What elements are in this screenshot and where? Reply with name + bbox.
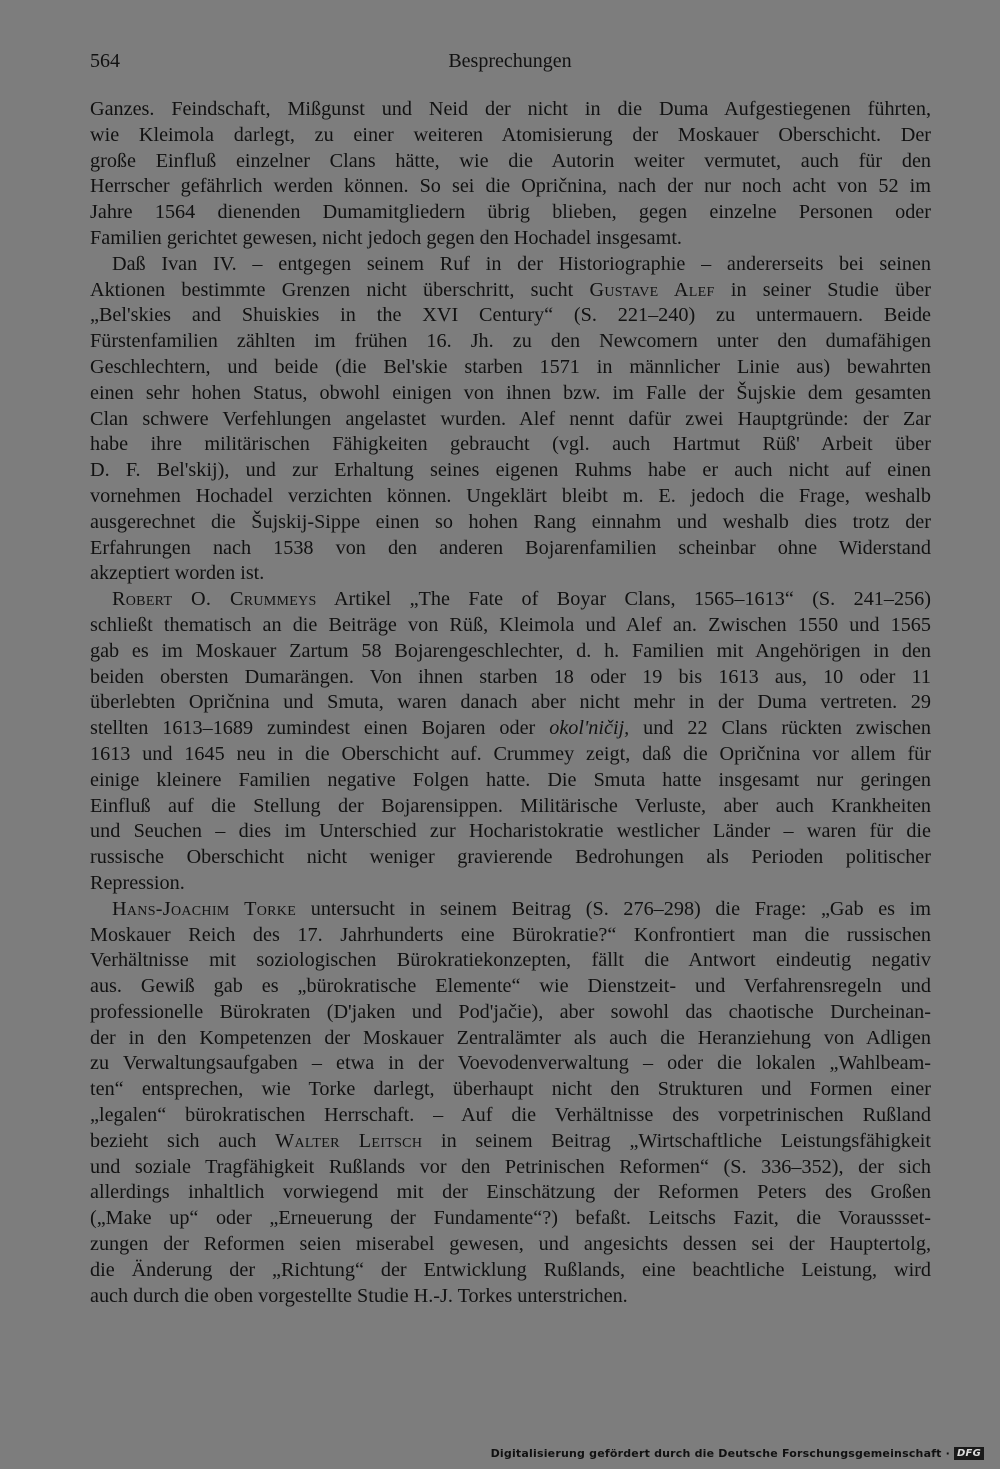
text-line: bezieht sich auch Walter Leitsch in seinem Beitrag „Wirtschaftliche Leistungsfähigkeit: [90, 1129, 931, 1152]
text-line: „legalen“ bürokratischen Herrschaft. – Auf die Verhältnisse des vorpetrinischen Rußland: [90, 1104, 931, 1127]
text-line: einen sehr hohen Status, obwohl einigen von ihnen bzw. im Falle der Šujskie dem gesamten: [90, 381, 931, 404]
text-line: Moskauer Reich des 17. Jahrhunderts eine Bürokratie?“ Konfrontiert man die russischen: [90, 923, 931, 946]
footer-text: Digitalisierung gefördert durch die Deutsche Forschungsgemeinschaft ·: [490, 1446, 951, 1460]
text-line: auch durch die oben vorgestellte Studie H.-J. Torkes unterstrichen.: [90, 1284, 628, 1307]
author-name: Walter Leitsch: [275, 1129, 423, 1152]
body-text: [90, 97, 931, 1309]
text-line: Repression.: [90, 871, 185, 894]
text-line: einige kleinere Familien negative Folgen hatte. Die Smuta hatte insgesamt nur geringen: [90, 768, 931, 791]
text-line: und soziale Tragfähigkeit Rußlands vor den Petrinischen Reformen“ (S. 336–352), der sich: [90, 1155, 931, 1178]
text-line: russische Oberschicht nicht weniger gravierende Bedrohungen als Perioden politischer: [90, 846, 931, 869]
text-line: Jahre 1564 dienenden Dumamitgliedern übrig blieben, gegen einzelne Personen oder: [90, 201, 931, 224]
text-line: die Änderung der „Richtung“ der Entwicklung Rußlands, eine beachtliche Leistung, wird: [90, 1258, 931, 1281]
text-line: Aktionen bestimmte Grenzen nicht überschritt, sucht Gustave Alef in seiner Studie über: [90, 278, 931, 301]
text-line: der in den Kompetenzen der Moskauer Zentralämter als auch die Heranziehung von Adligen: [90, 1026, 931, 1049]
author-name: Gustave Alef: [589, 278, 715, 301]
author-name: Hans-Joachim Torke: [112, 897, 297, 920]
text-line: aus. Gewiß gab es „bürokratische Elemente“ wie Dienstzeit- und Verfahrensregeln und: [90, 975, 931, 998]
digitization-footer: [491, 1443, 984, 1463]
text-line: ten“ entsprechen, wie Torke darlegt, überhaupt nicht den Strukturen und Formen einer: [90, 1078, 931, 1101]
text-line: Einfluß auf die Stellung der Bojarensippen. Militärische Verluste, aber auch Krankheiten: [90, 794, 931, 817]
text-line: beiden obersten Dumarängen. Von ihnen starben 18 oder 19 bis 1613 aus, 10 oder 11: [90, 665, 931, 688]
text-line: („Make up“ oder „Erneuerung der Fundamente“?) befaßt. Leitschs Fazit, die Voraussset-: [90, 1207, 931, 1230]
text-line: D. F. Bel'skij), und zur Erhaltung seines eigenen Ruhms habe er auch nicht auf einen: [90, 459, 931, 482]
text-line: Familien gerichtet gewesen, nicht jedoch gegen den Hochadel insgesamt.: [90, 226, 682, 249]
text-line: stellten 1613–1689 zumindest einen Bojaren oder okol'ničij, und 22 Clans rückten zwischen: [90, 717, 931, 740]
text-line: zungen der Reformen seien miserabel gewesen, und angesichts dessen sei der Hauptertolg,: [90, 1233, 931, 1256]
text-line: große Einfluß einzelner Clans hätte, wie die Autorin weiter vermutet, auch für den: [90, 149, 931, 172]
text-line: zu Verwaltungsaufgaben – etwa in der Voevodenverwaltung – oder die lokalen „Wahlbeam-: [90, 1052, 931, 1075]
text-line: und Seuchen – dies im Unterschied zur Hocharistokratie westlicher Länder – waren für die: [90, 820, 931, 843]
text-line: Geschlechtern, und beide (die Bel'skie starben 1571 in männlicher Linie aus) bewahrten: [90, 355, 931, 378]
text-line: Hans-Joachim Torke untersucht in seinem Beitrag (S. 276–298) die Frage: „Gab es im: [112, 897, 931, 920]
page-header: [90, 50, 930, 80]
text-line: Herrscher gefährlich werden können. So sei die Opričnina, nach der nur noch acht von 52 im: [90, 175, 931, 198]
dfg-logo: DFG: [954, 1447, 984, 1460]
text-line: Daß Ivan IV. – entgegen seinem Ruf in der Historiographie – andererseits bei seinen: [112, 252, 931, 275]
text-line: Verhältnisse mit soziologischen Bürokratiekonzepten, fällt die Antwort eindeutig negativ: [90, 949, 931, 972]
text-line: wie Kleimola darlegt, zu einer weiteren Atomisierung der Moskauer Oberschicht. Der: [90, 123, 931, 146]
text-line: allerdings inhaltlich vorwiegend mit der Einschätzung der Reformen Peters des Großen: [90, 1181, 931, 1204]
text-line: „Bel'skies and Shuiskies in the XVI Century“ (S. 221–240) zu untermauern. Beide: [90, 304, 931, 327]
text-line: ausgerechnet die Šujskij-Sippe einen so hohen Rang einnahm und weshalb dies trotz der: [90, 510, 931, 533]
text-line: Fürstenfamilien zählten im frühen 16. Jh. zu den Newcomern unter den dumafähigen: [90, 330, 931, 353]
text-line: akzeptiert worden ist.: [90, 562, 265, 585]
text-line: Robert O. Crummeys Artikel „The Fate of Boyar Clans, 1565–1613“ (S. 241–256): [112, 588, 931, 611]
text-line: Erfahrungen nach 1538 von den anderen Bojarenfamilien scheinbar ohne Widerstand: [90, 536, 931, 559]
text-line: habe ihre militärischen Fähigkeiten gebraucht (vgl. auch Hartmut Rüß' Arbeit über: [90, 433, 931, 456]
italic-term: okol'ničij,: [549, 717, 630, 740]
author-name: Robert O. Crummeys: [112, 588, 317, 611]
page-number: 564: [90, 50, 120, 72]
text-line: überlebten Opričnina und Smuta, waren danach aber nicht mehr in der Duma vertreten. 29: [90, 691, 931, 714]
running-head: Besprechungen: [448, 50, 572, 72]
text-line: gab es im Moskauer Zartum 58 Bojarengeschlechter, d. h. Familien mit Angehörigen in den: [90, 639, 931, 662]
text-line: vornehmen Hochadel verzichten können. Ungeklärt bleibt m. E. jedoch die Frage, weshalb: [90, 484, 931, 507]
text-line: Clan schwere Verfehlungen angelastet wurden. Alef nennt dafür zwei Hauptgründe: der Zar: [90, 407, 931, 430]
text-line: professionelle Bürokraten (D'jaken und Pod'jačie), aber sowohl das chaotische Durcheinan-: [90, 1000, 931, 1023]
text-line: 1613 und 1645 neu in die Oberschicht auf. Crummey zeigt, daß die Opričnina vor allem für: [90, 742, 931, 765]
text-line: Ganzes. Feindschaft, Mißgunst und Neid der nicht in die Duma Aufgestiegenen führten,: [90, 98, 931, 120]
text-line: schließt thematisch an die Beiträge von Rüß, Kleimola und Alef an. Zwischen 1550 und 1565: [90, 613, 931, 636]
